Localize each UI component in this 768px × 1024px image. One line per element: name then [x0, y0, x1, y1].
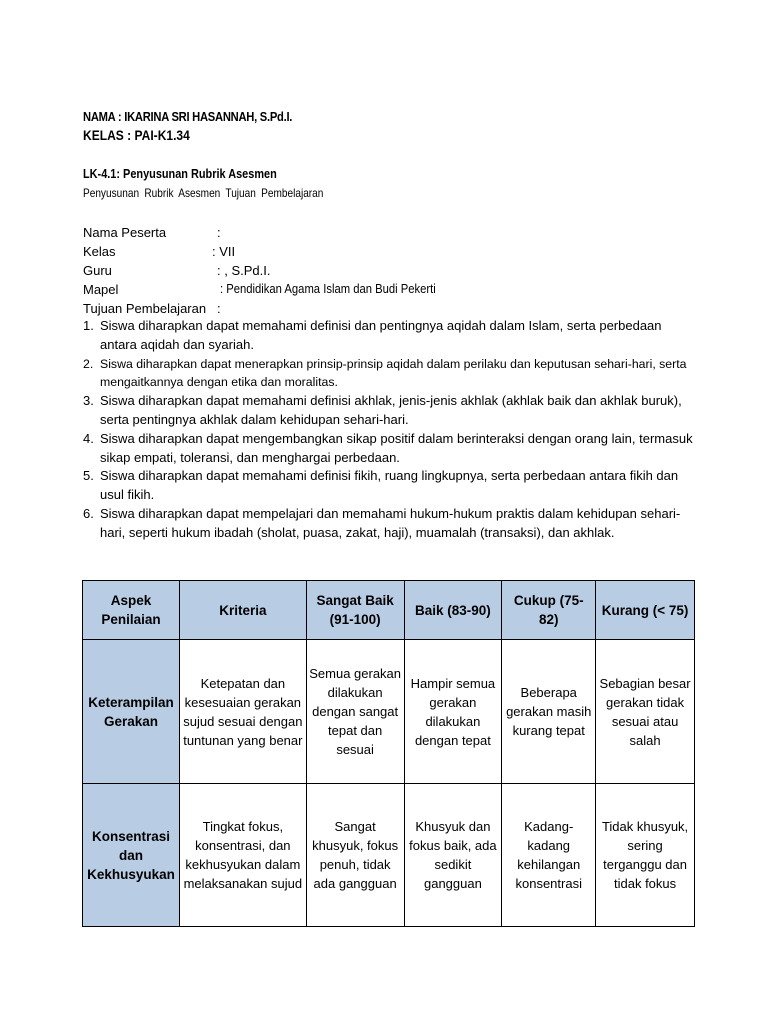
- info-label-mapel: Mapel: [83, 282, 119, 297]
- objective-text: Siswa diharapkan dapat memahami definisi dan pentingnya aqidah dalam Islam, serta perbedaan antara aqidah dan syariah.: [100, 318, 662, 352]
- info-label-guru: Guru: [83, 263, 112, 278]
- objective-text: Siswa diharapkan dapat menerapkan prinsip-prinsip aqidah dalam perilaku dan keputusan sehari-hari, serta mengaitkannya dengan etika dan moralitas.: [100, 356, 687, 390]
- table-row: [83, 640, 695, 784]
- header-sangat-baik: Sangat Baik (91-100): [306, 581, 404, 640]
- cell-baik: Khusyuk dan fokus baik, ada sedikit gangguan: [404, 784, 502, 927]
- worksheet-subtitle: Penyusunan Rubrik Asesmen Tujuan Pembelajaran: [83, 186, 324, 200]
- table-header-row: [83, 581, 695, 640]
- info-value-guru: : , S.Pd.I.: [217, 263, 271, 278]
- cell-kriteria: Tingkat fokus, konsentrasi, dan kekhusyukan dalam melaksanakan sujud: [179, 784, 306, 927]
- cell-sangat-baik: Sangat khusyuk, fokus penuh, tidak ada gangguan: [306, 784, 404, 927]
- learning-objectives-list: [83, 317, 693, 543]
- worksheet-title: LK-4.1: Penyusunan Rubrik Asesmen: [83, 166, 277, 181]
- header-baik: Baik (83-90): [404, 581, 502, 640]
- participant-name-line: NAMA : IKARINA SRI HASANNAH, S.Pd.I.: [83, 109, 293, 124]
- objective-text: Siswa diharapkan dapat mempelajari dan memahami hukum-hukum praktis dalam kehidupan sehari-hari, seperti hukum ibadah (sholat, puasa, zakat, haji), muamalah (transaksi), dan akhlak.: [100, 505, 681, 540]
- info-value-peserta: :: [217, 225, 221, 240]
- header-kurang: Kurang (< 75): [596, 581, 695, 640]
- objective-item: [83, 467, 693, 505]
- cell-aspek: Konsentrasi dan Kekhusyukan: [83, 784, 180, 927]
- objective-item: [83, 430, 693, 468]
- cell-cukup: Kadang-kadang kehilangan konsentrasi: [502, 784, 596, 927]
- objective-item: [83, 317, 693, 355]
- objective-item: [83, 505, 693, 543]
- objective-number: 1.: [83, 318, 94, 333]
- cell-kriteria: Ketepatan dan kesesuaian gerakan sujud sesuai dengan tuntunan yang benar: [179, 640, 306, 784]
- info-label-kelas: Kelas: [83, 244, 116, 259]
- info-value-mapel: : Pendidikan Agama Islam dan Budi Pekerti: [220, 282, 436, 296]
- objective-text: Siswa diharapkan dapat mengembangkan sikap positif dalam berinteraksi dengan orang lain, termasuk sikap empati, toleransi, dan menghargai perbedaan.: [100, 430, 693, 465]
- objective-number: 3.: [83, 393, 94, 409]
- info-label-tujuan: Tujuan Pembelajaran: [83, 301, 207, 316]
- cell-kurang: Tidak khusyuk, sering terganggu dan tidak fokus: [596, 784, 695, 927]
- objective-number: 4.: [83, 430, 94, 446]
- cell-sangat-baik: Semua gerakan dilakukan dengan sangat tepat dan sesuai: [306, 640, 404, 784]
- class-line: KELAS : PAI-K1.34: [83, 127, 190, 143]
- info-value-tujuan: :: [217, 301, 221, 316]
- header-aspek: Aspek Penilaian: [83, 581, 180, 640]
- objective-item: [83, 392, 693, 430]
- objective-text: Siswa diharapkan dapat memahami definisi fikih, ruang lingkupnya, serta perbedaan antara fikih dan usul fikih.: [100, 468, 679, 503]
- table-row: [83, 784, 695, 927]
- objective-number: 2.: [83, 356, 94, 371]
- header-cukup: Cukup (75-82): [502, 581, 596, 640]
- objective-number: 6.: [83, 505, 94, 521]
- objective-item: [83, 355, 693, 393]
- info-value-kelas: : VII: [212, 244, 236, 259]
- cell-kurang: Sebagian besar gerakan tidak sesuai atau salah: [596, 640, 695, 784]
- cell-aspek: Keterampilan Gerakan: [83, 640, 180, 784]
- assessment-rubric-table: [82, 580, 695, 927]
- cell-cukup: Beberapa gerakan masih kurang tepat: [502, 640, 596, 784]
- identity-header: [83, 108, 703, 144]
- header-kriteria: Kriteria: [179, 581, 306, 640]
- objective-text: Siswa diharapkan dapat memahami definisi akhlak, jenis-jenis akhlak (akhlak baik dan akhlak buruk), serta pentingnya akhlak dalam kehidupan sehari-hari.: [100, 393, 682, 427]
- objective-number: 5.: [83, 468, 94, 484]
- info-label-peserta: Nama Peserta: [83, 225, 167, 240]
- cell-baik: Hampir semua gerakan dilakukan dengan tepat: [404, 640, 502, 784]
